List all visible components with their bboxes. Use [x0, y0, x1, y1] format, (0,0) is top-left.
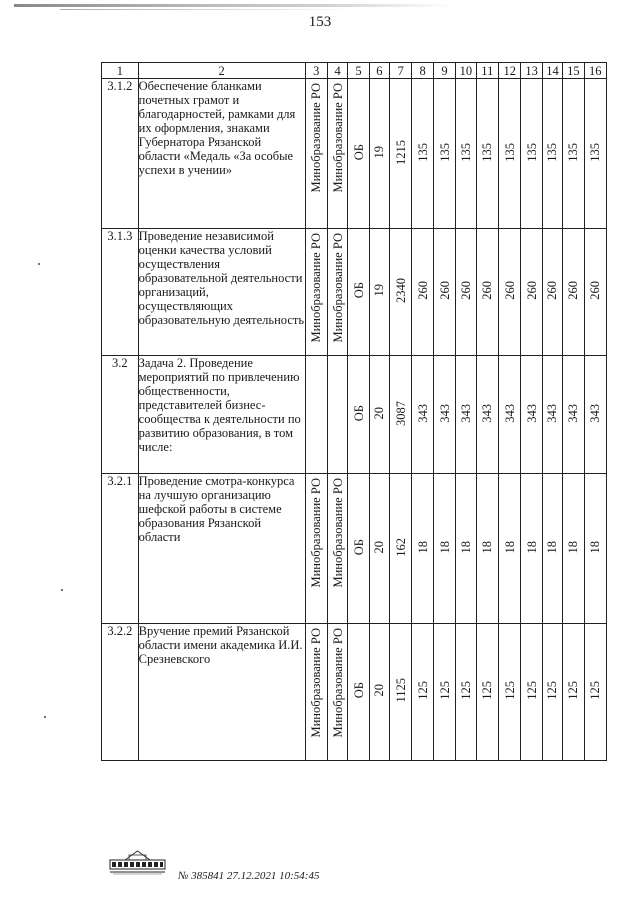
amount-col-7-text: 1125 — [393, 678, 408, 703]
amount-col-10 — [456, 79, 476, 229]
co-executor — [328, 229, 348, 356]
responsible-executor — [305, 79, 327, 229]
amount-col-10-text: 260 — [458, 281, 473, 300]
co-executor — [328, 79, 348, 229]
column-header-3: 3 — [305, 63, 327, 79]
responsible-executor-text: Минобразование РО — [309, 478, 324, 588]
column-header-13: 13 — [521, 63, 542, 79]
amount-col-8-text: 260 — [415, 281, 430, 300]
amount-col-11-text: 260 — [480, 281, 495, 300]
amount-col-14-text: 125 — [545, 681, 560, 700]
amount-col-15-text: 18 — [566, 540, 581, 554]
code-value — [369, 356, 389, 474]
amount-col-10 — [456, 624, 476, 761]
amount-col-11 — [476, 624, 498, 761]
table-row — [102, 356, 607, 474]
column-header-14: 14 — [542, 63, 562, 79]
activity-name: Задача 2. Проведение мероприятий по привлечению общественности, представителей бизнес-сообщества к деятельности по развитию образования, в том числе: — [138, 356, 305, 474]
amount-col-7 — [390, 356, 412, 474]
activity-name: Проведение смотра-конкурса на лучшую организацию шефской работы в системе образования Рязанской области — [138, 474, 305, 624]
amount-col-16 — [584, 229, 607, 356]
code-value-text: 20 — [372, 540, 387, 554]
amount-col-13-text: 18 — [524, 540, 539, 554]
amount-col-10-text: 135 — [458, 142, 473, 162]
amount-col-9-text: 18 — [437, 540, 452, 554]
amount-col-15 — [563, 229, 584, 356]
amount-col-9 — [433, 79, 455, 229]
code-value — [369, 474, 389, 624]
amount-col-14 — [542, 356, 562, 474]
amount-col-10 — [456, 356, 476, 474]
amount-col-16-text: 135 — [588, 142, 603, 162]
amount-col-7 — [390, 79, 412, 229]
co-executor — [328, 474, 348, 624]
amount-col-11 — [476, 79, 498, 229]
amount-col-8 — [412, 229, 433, 356]
responsible-executor-text: Минобразование РО — [309, 233, 324, 343]
amount-col-12 — [499, 474, 521, 624]
funding-source-text: ОБ — [351, 282, 366, 299]
column-header-11: 11 — [476, 63, 498, 79]
amount-col-7-text: 1215 — [393, 139, 408, 165]
amount-col-8-text: 125 — [415, 681, 430, 700]
table-row — [102, 229, 607, 356]
program-table — [101, 62, 607, 761]
funding-source — [348, 229, 369, 356]
amount-col-7 — [390, 474, 412, 624]
amount-col-11 — [476, 474, 498, 624]
amount-col-10-text: 125 — [458, 681, 473, 700]
amount-col-13 — [521, 356, 542, 474]
amount-col-8 — [412, 356, 433, 474]
amount-col-14-text: 260 — [545, 281, 560, 300]
amount-col-10 — [456, 229, 476, 356]
amount-col-14 — [542, 79, 562, 229]
code-value-text: 20 — [372, 684, 387, 697]
amount-col-13-text: 343 — [524, 403, 539, 423]
amount-col-9 — [433, 624, 455, 761]
amount-col-16-text: 260 — [588, 281, 603, 300]
table-row — [102, 624, 607, 761]
header-row — [102, 63, 607, 79]
co-executor-text: Минобразование РО — [330, 233, 345, 343]
column-header-16: 16 — [584, 63, 607, 79]
amount-col-9-text: 260 — [437, 281, 452, 300]
amount-col-15 — [563, 356, 584, 474]
amount-col-14-text: 343 — [545, 403, 560, 423]
column-header-10: 10 — [456, 63, 476, 79]
code-value — [369, 229, 389, 356]
scan-speck — [44, 716, 46, 718]
funding-source — [348, 624, 369, 761]
table-row — [102, 79, 607, 229]
amount-col-7-text: 2340 — [393, 278, 408, 303]
amount-col-12 — [499, 356, 521, 474]
amount-col-14-text: 18 — [545, 540, 560, 554]
amount-col-7 — [390, 229, 412, 356]
amount-col-13 — [521, 229, 542, 356]
activity-name: Обеспечение бланками почетных грамот и благодарностей, рамками для их оформления, знаками Губернатора Рязанской области «Медаль «За особые успехи в учении» — [138, 79, 305, 229]
co-executor-text: Минобразование РО — [330, 83, 345, 193]
code-value — [369, 79, 389, 229]
amount-col-15 — [563, 474, 584, 624]
row-number: 3.2 — [102, 356, 139, 474]
column-header-8: 8 — [412, 63, 433, 79]
amount-col-12-text: 125 — [502, 681, 517, 700]
funding-source-text: ОБ — [351, 538, 366, 556]
amount-col-12-text: 135 — [502, 142, 517, 162]
responsible-executor — [305, 474, 327, 624]
amount-col-10-text: 343 — [458, 403, 473, 423]
amount-col-16 — [584, 356, 607, 474]
amount-col-13-text: 125 — [524, 681, 539, 700]
amount-col-9 — [433, 229, 455, 356]
responsible-executor-text: Минобразование РО — [309, 83, 324, 193]
amount-col-16 — [584, 474, 607, 624]
column-header-1: 1 — [102, 63, 139, 79]
column-header-12: 12 — [499, 63, 521, 79]
amount-col-11-text: 135 — [480, 142, 495, 162]
funding-source — [348, 474, 369, 624]
row-number: 3.1.2 — [102, 79, 139, 229]
amount-col-12-text: 260 — [502, 281, 517, 300]
amount-col-13-text: 135 — [524, 142, 539, 162]
amount-col-15-text: 125 — [566, 681, 581, 700]
column-header-9: 9 — [433, 63, 455, 79]
amount-col-13-text: 260 — [524, 281, 539, 300]
amount-col-8 — [412, 474, 433, 624]
row-number: 3.1.3 — [102, 229, 139, 356]
row-number: 3.2.1 — [102, 474, 139, 624]
amount-col-11-text: 343 — [480, 403, 495, 423]
responsible-executor — [305, 356, 327, 474]
amount-col-12 — [499, 229, 521, 356]
amount-col-10 — [456, 474, 476, 624]
amount-col-8-text: 343 — [415, 403, 430, 423]
electronic-registration-stamp — [109, 849, 166, 877]
amount-col-15-text: 343 — [566, 403, 581, 423]
amount-col-15 — [563, 624, 584, 761]
scan-edge-artifact-secondary — [60, 9, 360, 10]
amount-col-11 — [476, 229, 498, 356]
scan-speck — [38, 263, 40, 265]
code-value — [369, 624, 389, 761]
funding-source — [348, 79, 369, 229]
amount-col-10-text: 18 — [458, 540, 473, 554]
amount-col-14 — [542, 624, 562, 761]
amount-col-15 — [563, 79, 584, 229]
column-header-5: 5 — [348, 63, 369, 79]
registration-number: № 385841 27.12.2021 10:54:45 — [178, 870, 320, 882]
table-row — [102, 474, 607, 624]
co-executor — [328, 624, 348, 761]
funding-source — [348, 356, 369, 474]
funding-source-text: ОБ — [351, 682, 366, 699]
amount-col-13 — [521, 624, 542, 761]
amount-col-8 — [412, 79, 433, 229]
amount-col-7-text: 3087 — [393, 400, 408, 426]
amount-col-12 — [499, 624, 521, 761]
amount-col-7 — [390, 624, 412, 761]
amount-col-13 — [521, 474, 542, 624]
co-executor-text: Минобразование РО — [330, 628, 345, 738]
amount-col-9-text: 135 — [437, 142, 452, 162]
amount-col-11-text: 18 — [480, 540, 495, 554]
amount-col-14-text: 135 — [545, 142, 560, 162]
amount-col-12-text: 343 — [502, 403, 517, 423]
amount-col-16 — [584, 624, 607, 761]
amount-col-9-text: 343 — [437, 403, 452, 423]
amount-col-9-text: 125 — [437, 681, 452, 700]
code-value-text: 20 — [372, 406, 387, 420]
responsible-executor-text: Минобразование РО — [309, 628, 324, 738]
amount-col-11 — [476, 356, 498, 474]
amount-col-8-text: 135 — [415, 142, 430, 162]
amount-col-12 — [499, 79, 521, 229]
amount-col-14 — [542, 474, 562, 624]
activity-name: Вручение премий Рязанской области имени академика И.И. Срезневского — [138, 624, 305, 761]
amount-col-15-text: 135 — [566, 142, 581, 162]
responsible-executor — [305, 229, 327, 356]
amount-col-8 — [412, 624, 433, 761]
amount-col-13 — [521, 79, 542, 229]
scan-speck — [61, 589, 63, 591]
funding-source-text: ОБ — [351, 143, 366, 161]
amount-col-16-text: 18 — [588, 540, 603, 554]
amount-col-16-text: 125 — [588, 681, 603, 700]
responsible-executor — [305, 624, 327, 761]
column-header-6: 6 — [369, 63, 389, 79]
row-number: 3.2.2 — [102, 624, 139, 761]
page-number: 153 — [308, 14, 332, 30]
amount-col-14 — [542, 229, 562, 356]
column-header-4: 4 — [328, 63, 348, 79]
activity-name: Проведение независимой оценки качества условий осуществления образовательной деятельности организаций, осуществляющих образовательную деятельность — [138, 229, 305, 356]
amount-col-9 — [433, 474, 455, 624]
amount-col-11-text: 125 — [480, 681, 495, 700]
column-header-2: 2 — [138, 63, 305, 79]
code-value-text: 19 — [372, 284, 387, 297]
amount-col-16-text: 343 — [588, 403, 603, 423]
amount-col-15-text: 260 — [566, 281, 581, 300]
column-header-7: 7 — [390, 63, 412, 79]
amount-col-7-text: 162 — [393, 537, 408, 557]
amount-col-16 — [584, 79, 607, 229]
column-header-15: 15 — [563, 63, 584, 79]
scan-edge-artifact — [14, 4, 454, 7]
amount-col-8-text: 18 — [415, 540, 430, 554]
amount-col-12-text: 18 — [502, 540, 517, 554]
co-executor-text: Минобразование РО — [330, 478, 345, 588]
funding-source-text: ОБ — [351, 404, 366, 422]
co-executor — [328, 356, 348, 474]
code-value-text: 19 — [372, 145, 387, 159]
amount-col-9 — [433, 356, 455, 474]
